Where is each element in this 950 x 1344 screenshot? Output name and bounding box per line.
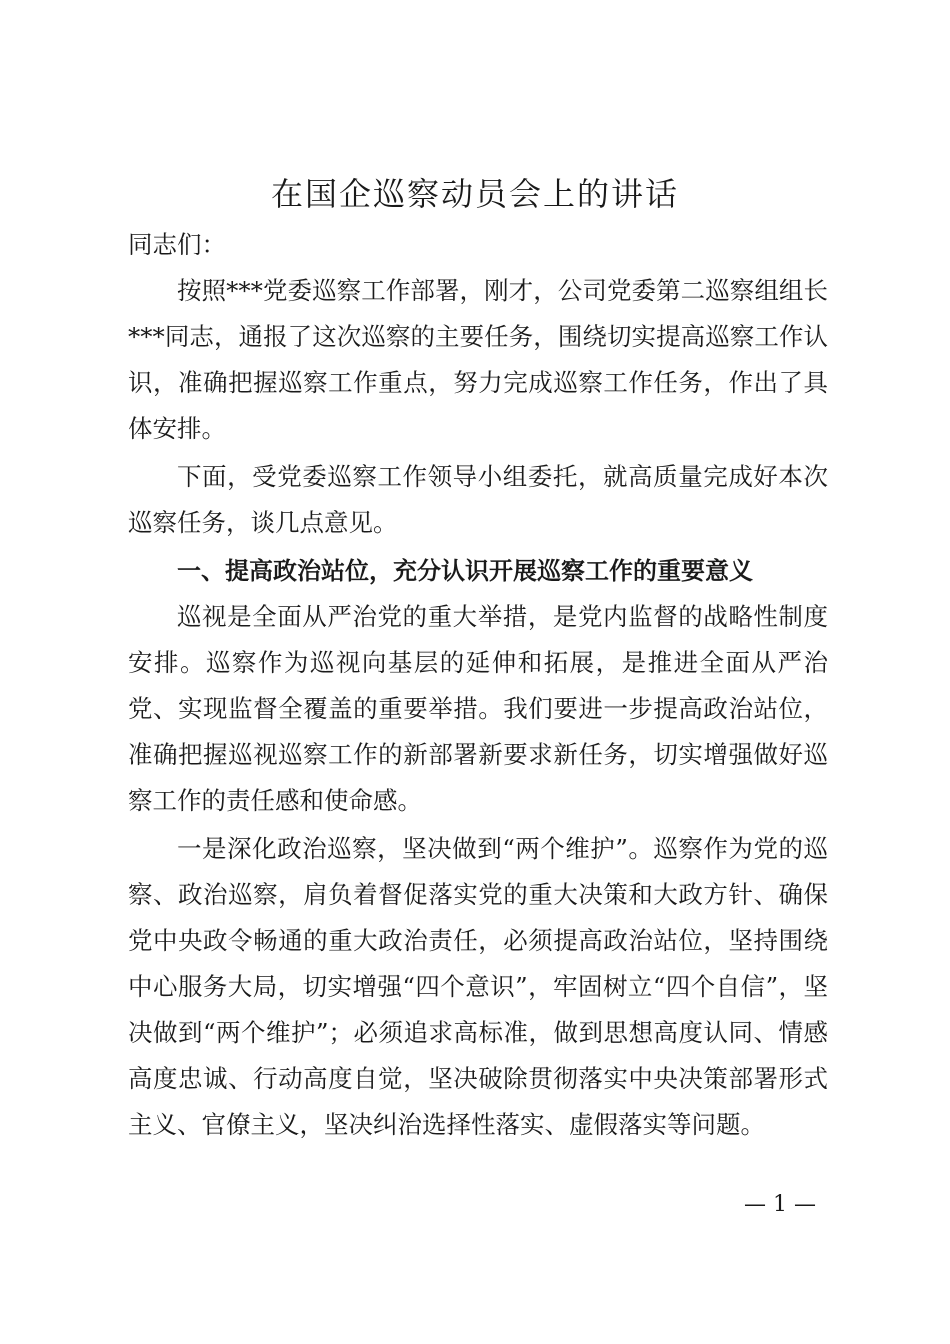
document-title: 在国企巡察动员会上的讲话 [270,175,679,213]
paragraph-intro: 按照***党委巡察工作部署，刚才，公司党委第二巡察组组长***同志，通报了这次巡察的主要任务，围绕切实提高巡察工作认识，准确把握巡察工作重点，努力完成巡察工作任务，作出了具体安排。 [128,276,828,443]
paragraph-political-inspection: 一是深化政治巡察，坚决做到“两个维护”。巡察作为党的巡察、政治巡察，肩负着督促落实党的重大决策和大政方针、确保党中央政令畅通的重大政治责任，必须提高政治站位，坚持围绕中心服务大局，切实增强“四个意识”，牢固树立“四个自信”，坚决做到“两个维护”；必须追求高标准，做到思想高度认同、情感高度忠诚、行动高度自觉，坚决破除贯彻落实中央决策部署形式主义、官僚主义，坚决纠治选择性落实、虚假落实等问题。 [128,834,828,1139]
salutation: 同志们： [128,230,226,259]
section-heading: 一、提高政治站位，充分认识开展巡察工作的重要意义 [177,557,753,585]
paragraph-significance: 巡视是全面从严治党的重大举措，是党内监督的战略性制度安排。巡察作为巡视向基层的延伸和拓展，是推进全面从严治党、实现监督全覆盖的重要举措。我们要进一步提高政治站位，准确把握巡视巡察工作的新部署新要求新任务，切实增强做好巡察工作的责任感和使命感。 [128,602,828,815]
paragraph-opinions: 下面，受党委巡察工作领导小组委托，就高质量完成好本次巡察任务，谈几点意见。 [128,462,828,537]
page-number: — 1 — [744,1192,816,1217]
document-body [128,222,828,1148]
